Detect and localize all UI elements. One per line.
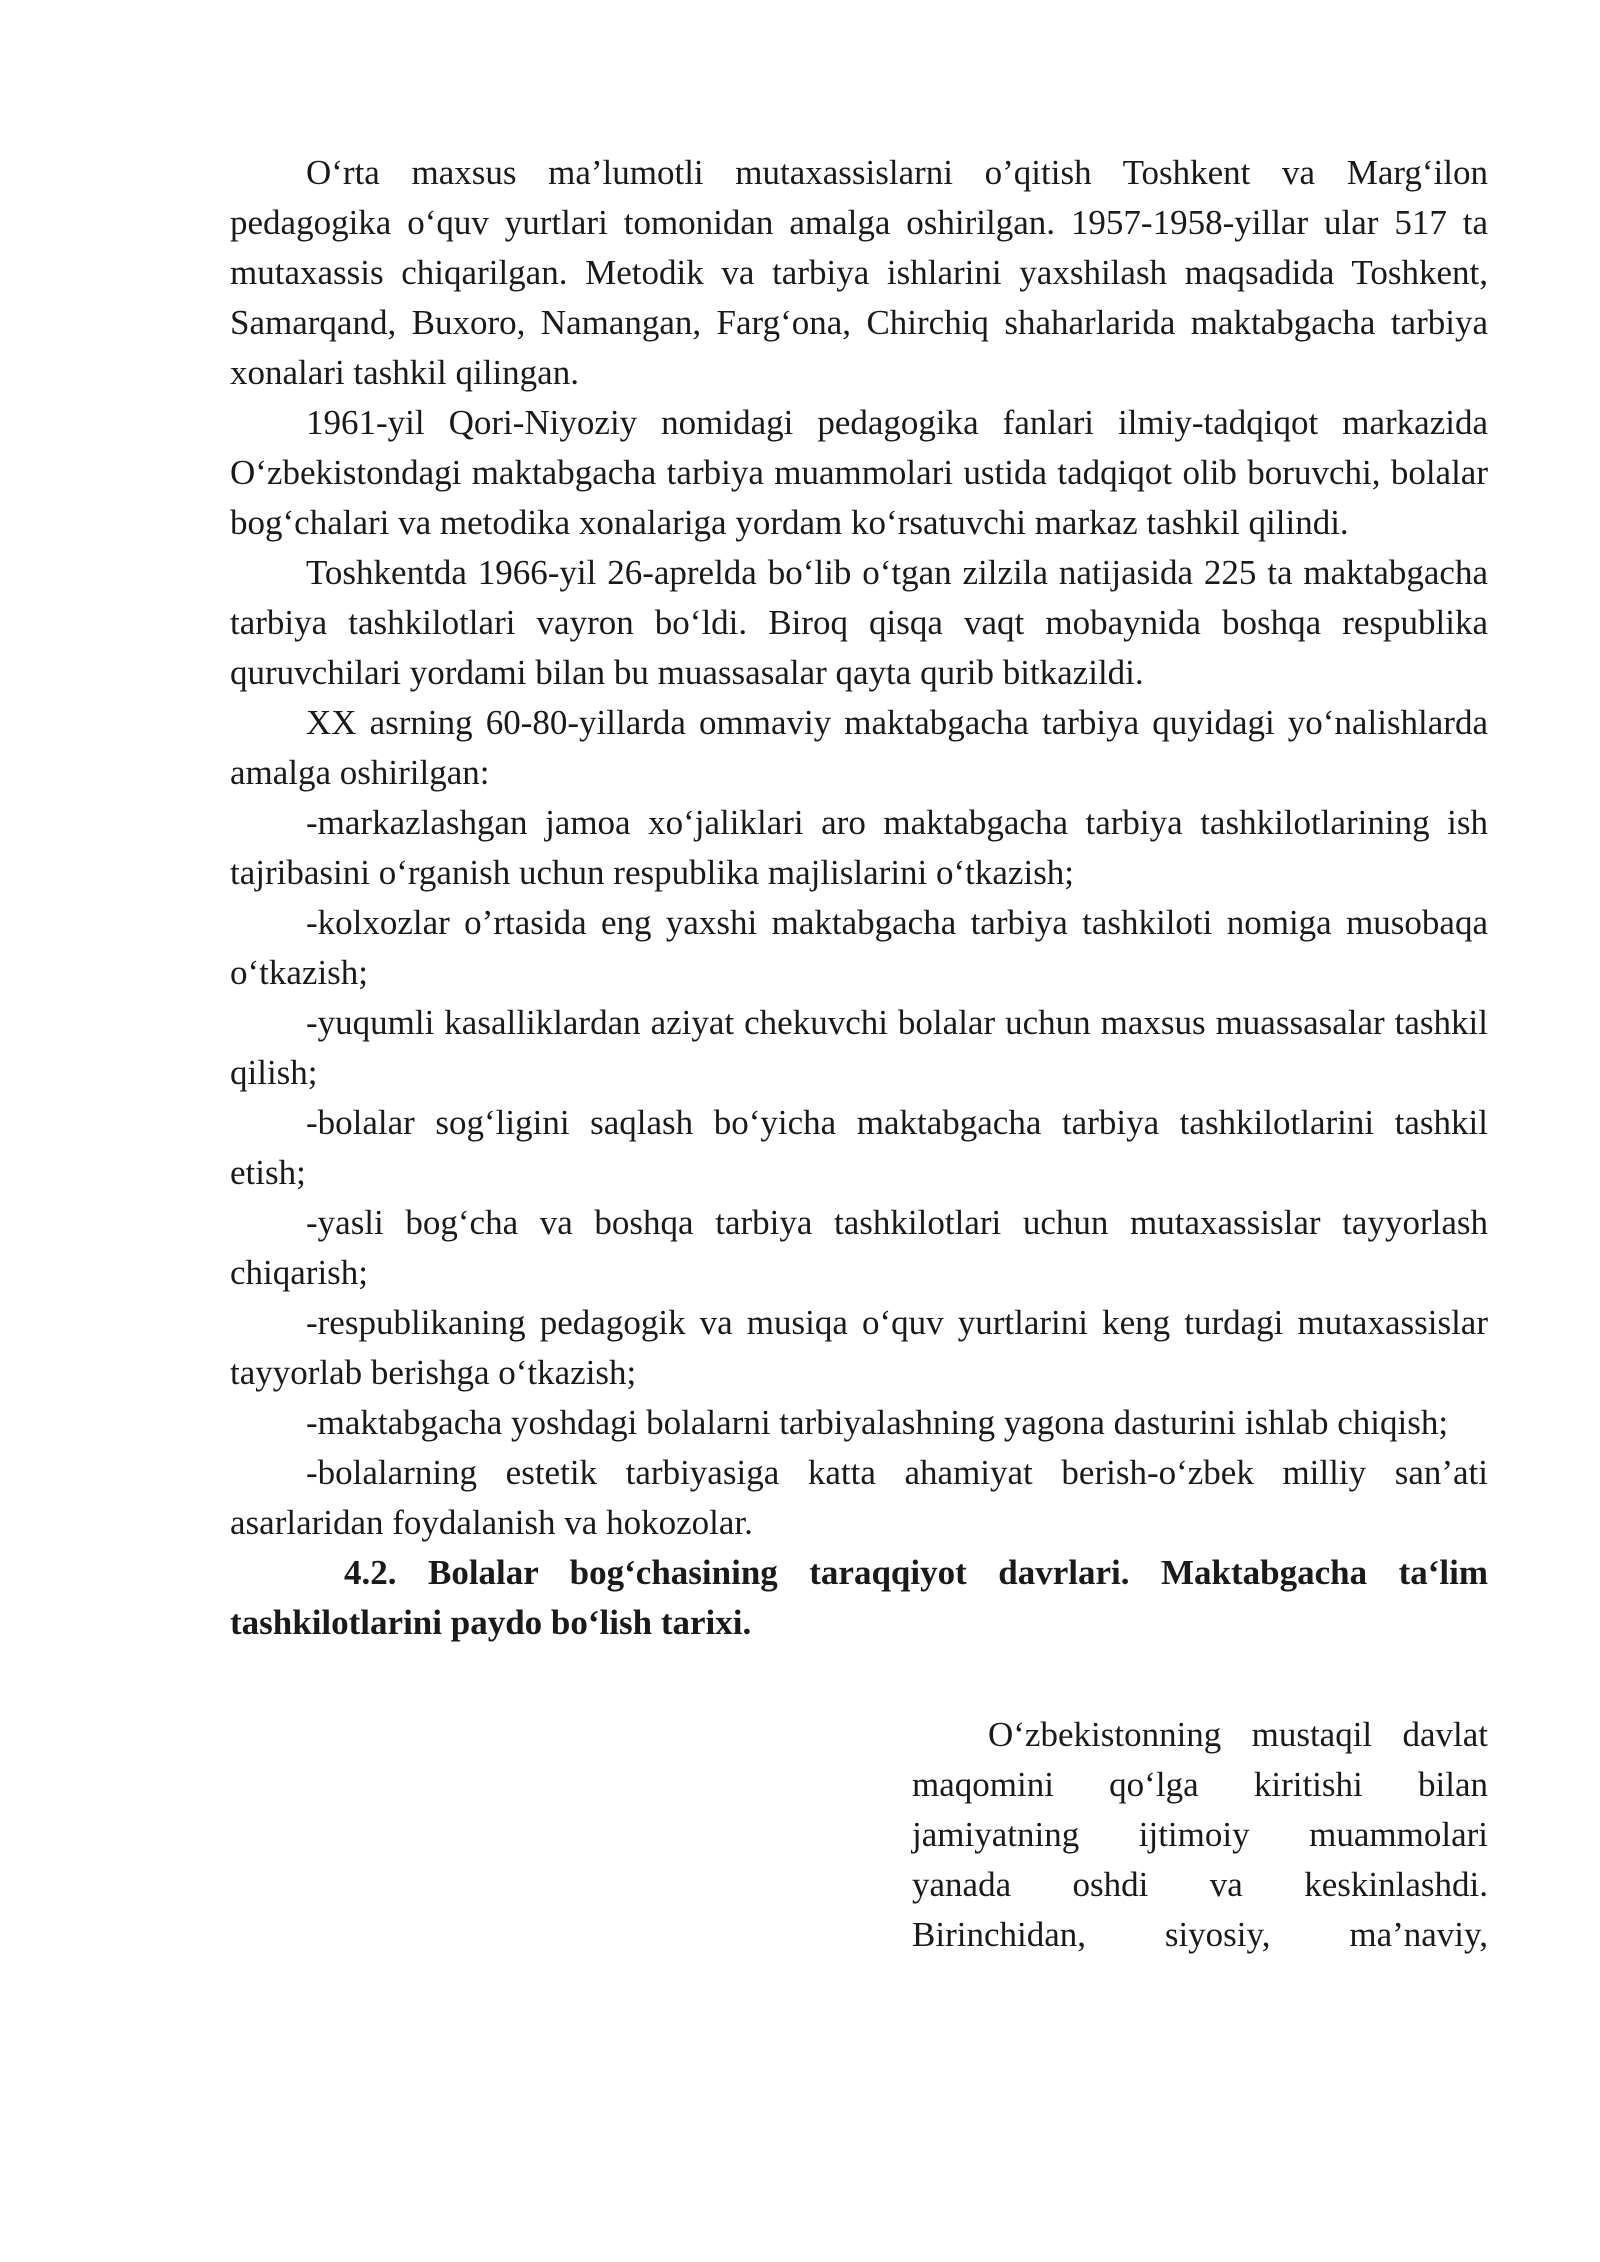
paragraph-directions-intro: XX asrning 60-80-yillarda ommaviy maktabgacha tarbiya quyidagi yo‘nalishlarda amalga oshirilgan:	[230, 703, 1488, 792]
section-spacer	[230, 1648, 1488, 1710]
list-item: -bolalarning estetik tarbiyasiga katta ahamiyat berish-o‘zbek milliy san’ati asarlaridan foydalanish va hokozolar.	[230, 1453, 1488, 1542]
list-item: -maktabgacha yoshdagi bolalarni tarbiyalashning yagona dasturini ishlab chiqish;	[306, 1403, 1449, 1442]
document-page	[230, 148, 1488, 1960]
list-item: -yasli bog‘cha va boshqa tarbiya tashkilotlari uchun mutaxassislar tayyorlash chiqarish;	[230, 1203, 1488, 1292]
section-heading: 4.2. Bolalar bog‘chasining taraqqiyot davrlari. Maktabgacha ta‘lim tashkilotlarini paydo bo‘lish tarixi.	[230, 1553, 1488, 1642]
list-item: -yuqumli kasalliklardan aziyat chekuvchi bolalar uchun maxsus muassasalar tashkil qilish;	[230, 1003, 1488, 1092]
list-item: -respublikaning pedagogik va musiqa o‘quv yurtlarini keng turdagi mutaxassislar tayyorlab berishga o‘tkazish;	[230, 1303, 1488, 1392]
list-item: -kolxozlar o’rtasida eng yaxshi maktabgacha tarbiya tashkiloti nomiga musobaqa o‘tkazish;	[230, 903, 1488, 992]
paragraph-earthquake: Toshkentda 1966-yil 26-aprelda bo‘lib o‘tgan zilzila natijasida 225 ta maktabgacha tarbiya tashkilotlari vayron bo‘ldi. Biroq qisqa vaqt mobaynida boshqa respublika quruvchilari yordami bilan bu muassasalar qayta qurib bitkazildi.	[230, 553, 1488, 692]
list-item: -bolalar sog‘ligini saqlash bo‘yicha maktabgacha tarbiya tashkilotlarini tashkil etish;	[230, 1103, 1488, 1192]
side-column-paragraph: O‘zbekistonning mustaqil davlat maqomini qo‘lga kiritishi bilan jamiyatning ijtimoiy muammolari yanada oshdi va keskinlashdi. Birinchidan, siyosiy, ma’naviy,	[912, 1715, 1488, 1954]
list-item: -markazlashgan jamoa xo‘jaliklari aro maktabgacha tarbiya tashkilotlarining ish tajribasini o‘rganish uchun respublika majlislarini o‘tkazish;	[230, 803, 1488, 892]
paragraph-teacher-training: O‘rta maxsus ma’lumotli mutaxassislarni o’qitish Toshkent va Marg‘ilon pedagogika o‘quv yurtlari tomonidan amalga oshirilgan. 1957-1958-yillar ular 517 ta mutaxassis chiqarilgan. Metodik va tarbiya ishlarini yaxshilash maqsadida Toshkent, Samarqand, Buxoro, Namangan, Farg‘ona, Chirchiq shaharlarida maktabgacha tarbiya xonalari tashkil qilingan.	[230, 153, 1488, 392]
side-column	[912, 1710, 1488, 1960]
paragraph-research-center: 1961-yil Qori-Niyoziy nomidagi pedagogika fanlari ilmiy-tadqiqot markazida O‘zbekistondagi maktabgacha tarbiya muammolari ustida tadqiqot olib boruvchi, bolalar bog‘chalari va metodika xonalariga yordam ko‘rsatuvchi markaz tashkil qilindi.	[230, 403, 1488, 542]
